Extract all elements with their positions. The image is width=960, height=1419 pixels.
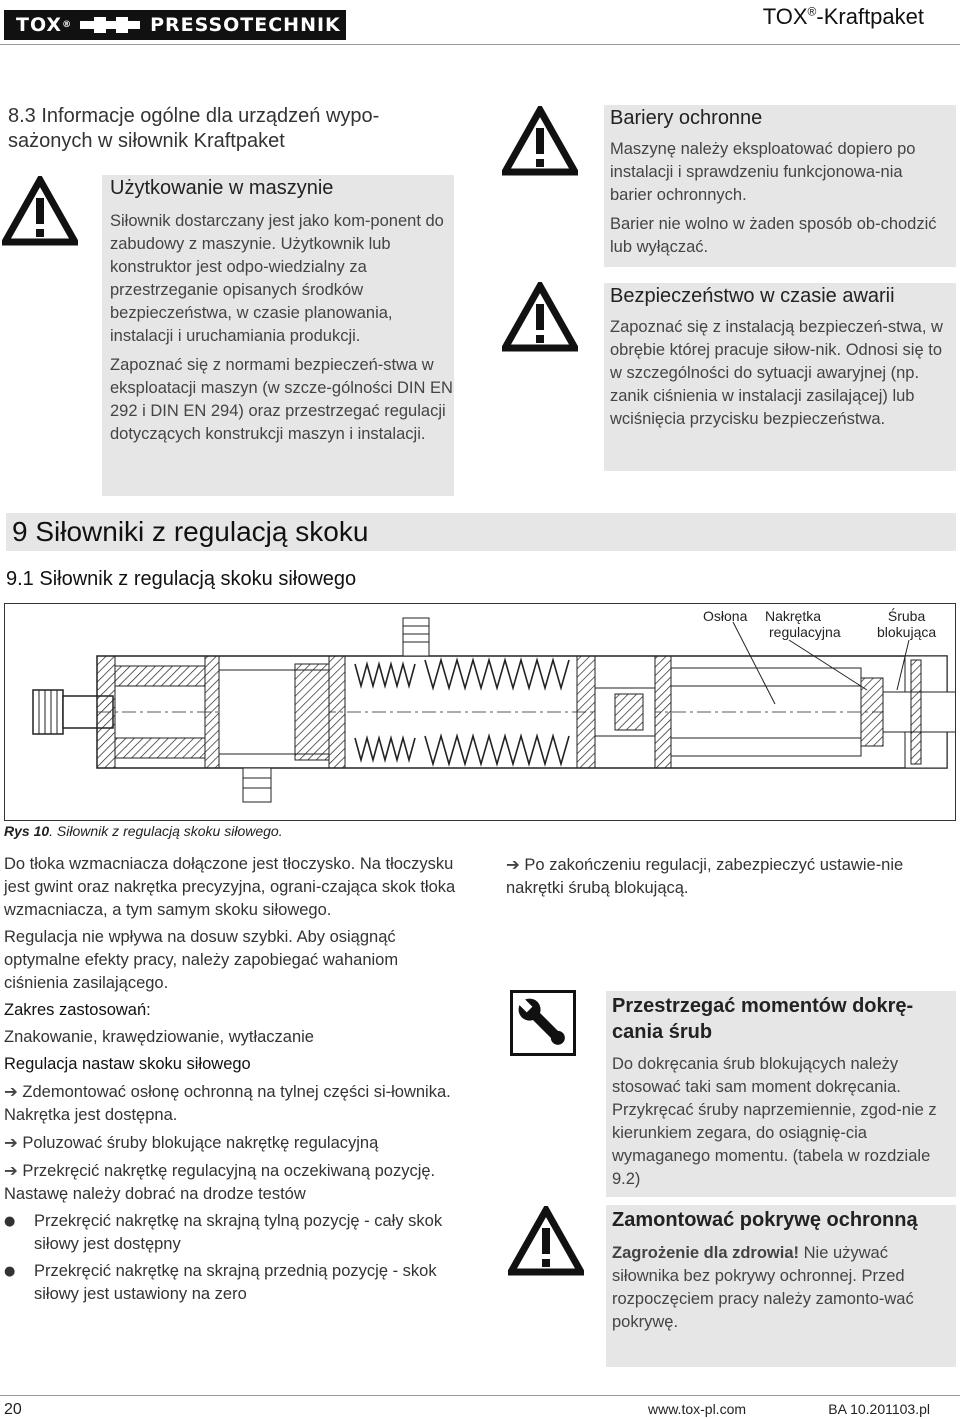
figure-caption-number: Rys 10 (4, 823, 50, 839)
usage-box-title: Użytkowanie w maszynie (110, 177, 334, 199)
section-8-3-title-line2: sażonych w siłownik Kraftpaket (8, 130, 285, 152)
torque-box-title: Przestrzegać momentów dokrę-cania śrub (612, 995, 914, 1043)
barriers-box-paragraph-2: Barier nie wolno w żaden sposób ob-chodzić lub wyłączać. (610, 215, 937, 256)
doc-title-reg: ® (807, 4, 817, 19)
step-2-text: Poluzować śruby blokujące nakrętkę regulacyjną (22, 1134, 379, 1152)
arrow-right-icon: ➔ (4, 1161, 18, 1180)
document-title (763, 4, 924, 30)
warning-triangle-icon (502, 282, 578, 352)
step-3 (4, 1159, 456, 1206)
step-3-text: Przekręcić nakrętkę regulacyjną na oczekiwaną pozycję. Nastawę należy dobrać na drodze testów (4, 1162, 436, 1203)
emergency-box-title: Bezpieczeństwo w czasie awarii (610, 285, 895, 307)
section-9-1-title: 9.1 Siłownik z regulacją skoku siłowego (6, 568, 357, 590)
logo-text-pressotechnik: PRESSOTECHNIK (150, 14, 341, 36)
warning-triangle-icon (2, 176, 78, 246)
emergency-safety-box (604, 283, 956, 471)
figure-label-locking-screw-line1: Śruba (887, 608, 926, 624)
bullet-item: ● Przekręcić nakrętkę na skrajną przednią pozycję - skok siłowy jest ustawiony na zero (4, 1260, 456, 1306)
footer-url[interactable]: www.tox-pl.com (648, 1401, 747, 1417)
torque-box-paragraph: Do dokręcania śrub blokujących należy stosować taki sam moment dokręcania. Przykręcać śruby naprzemiennie, zgod-nie z kierunkiem zegara, do osiągnię-cia wymaganego momentu. (tabela w rozdziale 9.2) (612, 1055, 937, 1188)
cylinder-figure (4, 603, 956, 821)
adjustment-bullets (4, 1210, 456, 1306)
left-paragraph-1: Do tłoka wzmacniacza dołączone jest tłoczysko. Na tłoczysku jest gwint oraz nakrętka precyzyjna, ograni-czająca skok tłoka wzmacniacza, a tym samym skoku siłowego. (4, 855, 456, 919)
barriers-box-title: Bariery ochronne (610, 107, 763, 129)
wrench-icon (510, 990, 576, 1056)
cover-box-title: Zamontować pokrywę ochronną (612, 1209, 918, 1231)
protective-barriers-box (604, 105, 956, 267)
footer-divider (0, 1395, 960, 1396)
cover-box-paragraph-text: Nie używać siłownika bez pokrywy ochronnej. Przed rozpoczęciem pracy należy zamonto-wać pokrywę. (612, 1244, 914, 1331)
health-hazard-label: Zagrożenie dla zdrowia! (612, 1244, 800, 1262)
figure-label-locking-screw-line2: blokująca (877, 624, 937, 640)
logo-pipe-icon (80, 15, 140, 35)
figure-label-adjusting-nut-line2: regulacyjna (769, 624, 841, 640)
figure-label-adjusting-nut (765, 608, 841, 640)
figure-label-locking-screw (877, 608, 936, 640)
warning-triangle-icon (502, 106, 578, 176)
arrow-right-icon: ➔ (506, 855, 520, 874)
figure-caption-text: . Siłownik z regulacją skoku siłowego. (49, 823, 283, 839)
step-1-text: Zdemontować osłonę ochronną na tylnej części si-łownika. Nakrętka jest dostępna. (4, 1083, 451, 1124)
step-1 (4, 1080, 456, 1127)
usage-box-paragraph-1: Siłownik dostarczany jest jako kom-ponent do zabudowy z maszynie. Użytkownik lub konstruktor jest odpo-wiedzialny za przestrzeganie opisanych środków bezpieczeństwa, w czasie planowania, instalacji i uruchamiania produkcji. (110, 212, 444, 345)
bullet-item: ● Przekręcić nakrętkę na skrajną tylną pozycję - cały skok siłowy jest dostępny (4, 1210, 456, 1256)
step-after (506, 853, 956, 900)
page-number: 20 (4, 1401, 22, 1418)
usage-box-paragraph-2: Zapoznać się z normami bezpieczeń-stwa w eksploatacji maszyn (w szcze-gólności DIN EN 292 i DIN EN 294) oraz przestrzegać regulacji dotyczących konstrukcji maszyn i instalacji. (110, 356, 453, 443)
chapter-9-title: 9 Siłowniki z regulacją skoku (6, 513, 956, 551)
tightening-torque-box (606, 991, 956, 1197)
company-logo (4, 10, 346, 40)
logo-text-tox: TOX (16, 14, 63, 36)
doc-title-rest: -Kraftpaket (816, 4, 924, 29)
logo-registered: ® (62, 20, 73, 30)
step-2 (4, 1131, 456, 1155)
emergency-box-paragraph: Zapoznać się z instalacją bezpieczeń-stwa, w obrębie której pracuje siłow-nik. Odnosi się to w szczególności do sytuacji awaryjnej (np. zanik ciśnienia w instalacji zasilającej) lub wciśnięcia przycisku bezpieczeństwa. (610, 318, 943, 428)
arrow-right-icon: ➔ (4, 1082, 18, 1101)
usage-in-machine-box (102, 175, 454, 496)
figure-label-cover: Osłona (703, 608, 748, 624)
step-after-text: Po zakończeniu regulacji, zabezpieczyć ustawie-nie nakrętki śrubą blokującą. (506, 856, 904, 897)
doc-title-brand: TOX (762, 4, 808, 29)
arrow-right-icon: ➔ (4, 1133, 18, 1152)
section-8-3-title (8, 104, 458, 154)
cover-box-paragraph (612, 1242, 948, 1334)
figure-label-adjusting-nut-line1: Nakrętka (765, 608, 822, 624)
applications-text: Znakowanie, krawędziowanie, wytłaczanie (4, 1028, 314, 1046)
adjustment-heading: Regulacja nastaw skoku siłowego (4, 1055, 251, 1073)
header-divider (0, 44, 960, 45)
section-8-3-title-line1: 8.3 Informacje ogólne dla urządzeń wypo- (8, 105, 380, 127)
left-paragraph-2: Regulacja nie wpływa na dosuw szybki. Aby osiągnąć optymalne efekty pracy, należy zapobiegać wahaniom ciśnienia zasilającego. (4, 928, 399, 992)
barriers-box-paragraph-1: Maszynę należy eksploatować dopiero po instalacji i sprawdzeniu funkcjonowa-nia barier ochronnych. (610, 140, 916, 204)
warning-triangle-icon (508, 1206, 584, 1276)
applications-heading: Zakres zastosowań: (4, 1001, 151, 1019)
left-column (4, 853, 456, 1310)
footer-doc-number: BA 10.201103.pl (828, 1401, 930, 1417)
figure-caption (4, 823, 283, 839)
install-cover-box (606, 1205, 956, 1367)
right-column-step (506, 853, 956, 904)
